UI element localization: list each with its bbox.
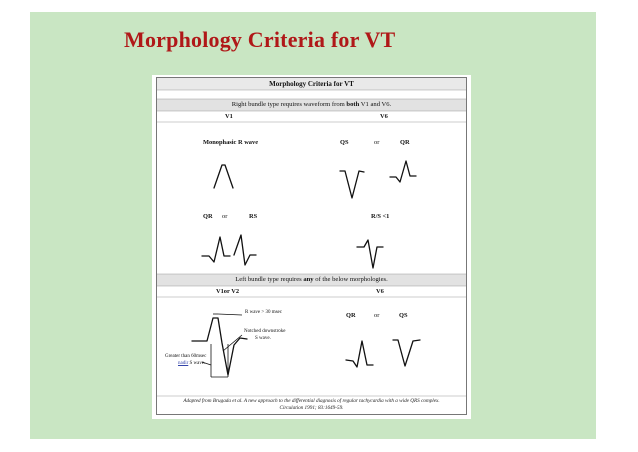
or-label-2: or xyxy=(222,213,228,220)
lbbb-rule-post: of the below morphologies. xyxy=(313,276,388,283)
figure-graphics xyxy=(152,75,471,419)
notched-note-1: Notched downstroke xyxy=(244,329,286,334)
qr-label-2: QR xyxy=(203,213,213,220)
rbbb-rule-bold: both xyxy=(346,101,360,108)
notched-note-2: S wave. xyxy=(255,336,271,341)
column-v1v2-header: V1or V2 xyxy=(216,288,240,295)
column-v6b-header: V6 xyxy=(376,288,384,295)
lbbb-rule-bold: any xyxy=(303,276,314,283)
greater-note-2-rest: S wave. xyxy=(188,361,206,366)
column-v1-header: V1 xyxy=(225,113,233,120)
qr-label-3: QR xyxy=(346,312,356,319)
morphology-figure xyxy=(152,75,471,419)
figure-header: Morphology Criteria for VT xyxy=(269,80,354,88)
caption-line-1: Adapted from Brugada et al. A new approach to the differential diagnosis of regular tachycardia with a wide QRS complex. xyxy=(183,398,440,404)
qs-label-2: QS xyxy=(399,312,408,319)
r-wave-note: R wave > 30 msec xyxy=(245,310,282,315)
rs-label: RS xyxy=(249,213,258,220)
rs-ratio-label: R/S <1 xyxy=(371,213,390,220)
or-label-1: or xyxy=(374,139,380,146)
monophasic-label: Monophasic R wave xyxy=(203,139,259,146)
rbbb-rule xyxy=(157,101,466,108)
nadir-link-text: nadir xyxy=(178,361,189,366)
lbbb-rule xyxy=(157,276,466,283)
or-label-3: or xyxy=(374,312,380,319)
slide-title: Morphology Criteria for VT xyxy=(124,27,396,52)
greater-note-2 xyxy=(178,361,205,366)
qs-label: QS xyxy=(340,139,349,146)
rbbb-rule-post: V1 and V6. xyxy=(359,101,392,108)
rbbb-rule-pre: Right bundle type requires waveform from xyxy=(231,101,347,108)
caption-line-2: Circulation 1991; 83:1649-59. xyxy=(279,405,344,411)
qr-label-1: QR xyxy=(400,139,410,146)
lbbb-rule-pre: Left bundle type requires xyxy=(235,276,304,283)
column-v6-header: V6 xyxy=(380,113,388,120)
greater-note-1: Greater than 60msec xyxy=(165,354,207,359)
